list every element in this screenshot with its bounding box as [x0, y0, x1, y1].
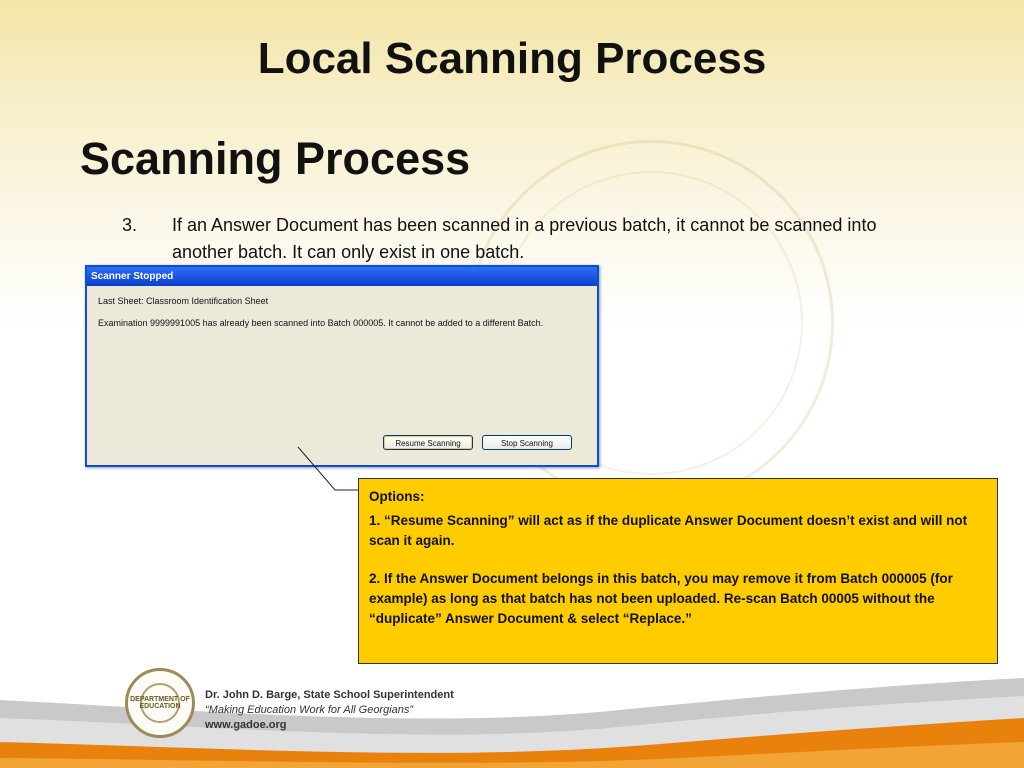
last-sheet-text: Last Sheet: Classroom Identification Sheet: [98, 296, 269, 306]
options-callout: [358, 478, 998, 664]
step-number: 3.: [122, 215, 138, 235]
footer-superintendent: Dr. John D. Barge, State School Superintendent: [205, 689, 454, 701]
footer-motto: “Making Education Work for All Georgians”: [205, 704, 414, 716]
option-item-2: 2. If the Answer Document belongs in this batch, you may remove it from Batch 000005 (for example) as long as that batch has not been uploaded. Re-scan Batch 00005 without the “duplicate” Answer Document & select “Replace.”: [369, 571, 953, 626]
department-seal-logo: [125, 668, 195, 738]
duplicate-message-text: Examination 9999991005 has already been scanned into Batch 000005. It cannot be added to a different Batch.: [98, 318, 544, 328]
options-heading: Options:: [369, 489, 425, 504]
page-title: Local Scanning Process: [257, 34, 767, 83]
stop-scanning-button[interactable]: Stop Scanning: [482, 435, 572, 450]
dialog-title: Scanner Stopped: [87, 267, 597, 286]
option-item-1: 1. “Resume Scanning” will act as if the duplicate Answer Document doesn’t exist and will not scan it again.: [369, 513, 968, 548]
logo-text: DEPARTMENT OF EDUCATION: [130, 696, 190, 710]
footer-website: www.gadoe.org: [205, 719, 287, 731]
step-text: If an Answer Document has been scanned in a previous batch, it cannot be scanned into another batch. It can only exist in one batch.: [172, 215, 877, 262]
resume-scanning-button[interactable]: Resume Scanning: [383, 435, 473, 450]
footer-credits: [205, 688, 454, 733]
section-title: Scanning Process: [80, 133, 471, 184]
